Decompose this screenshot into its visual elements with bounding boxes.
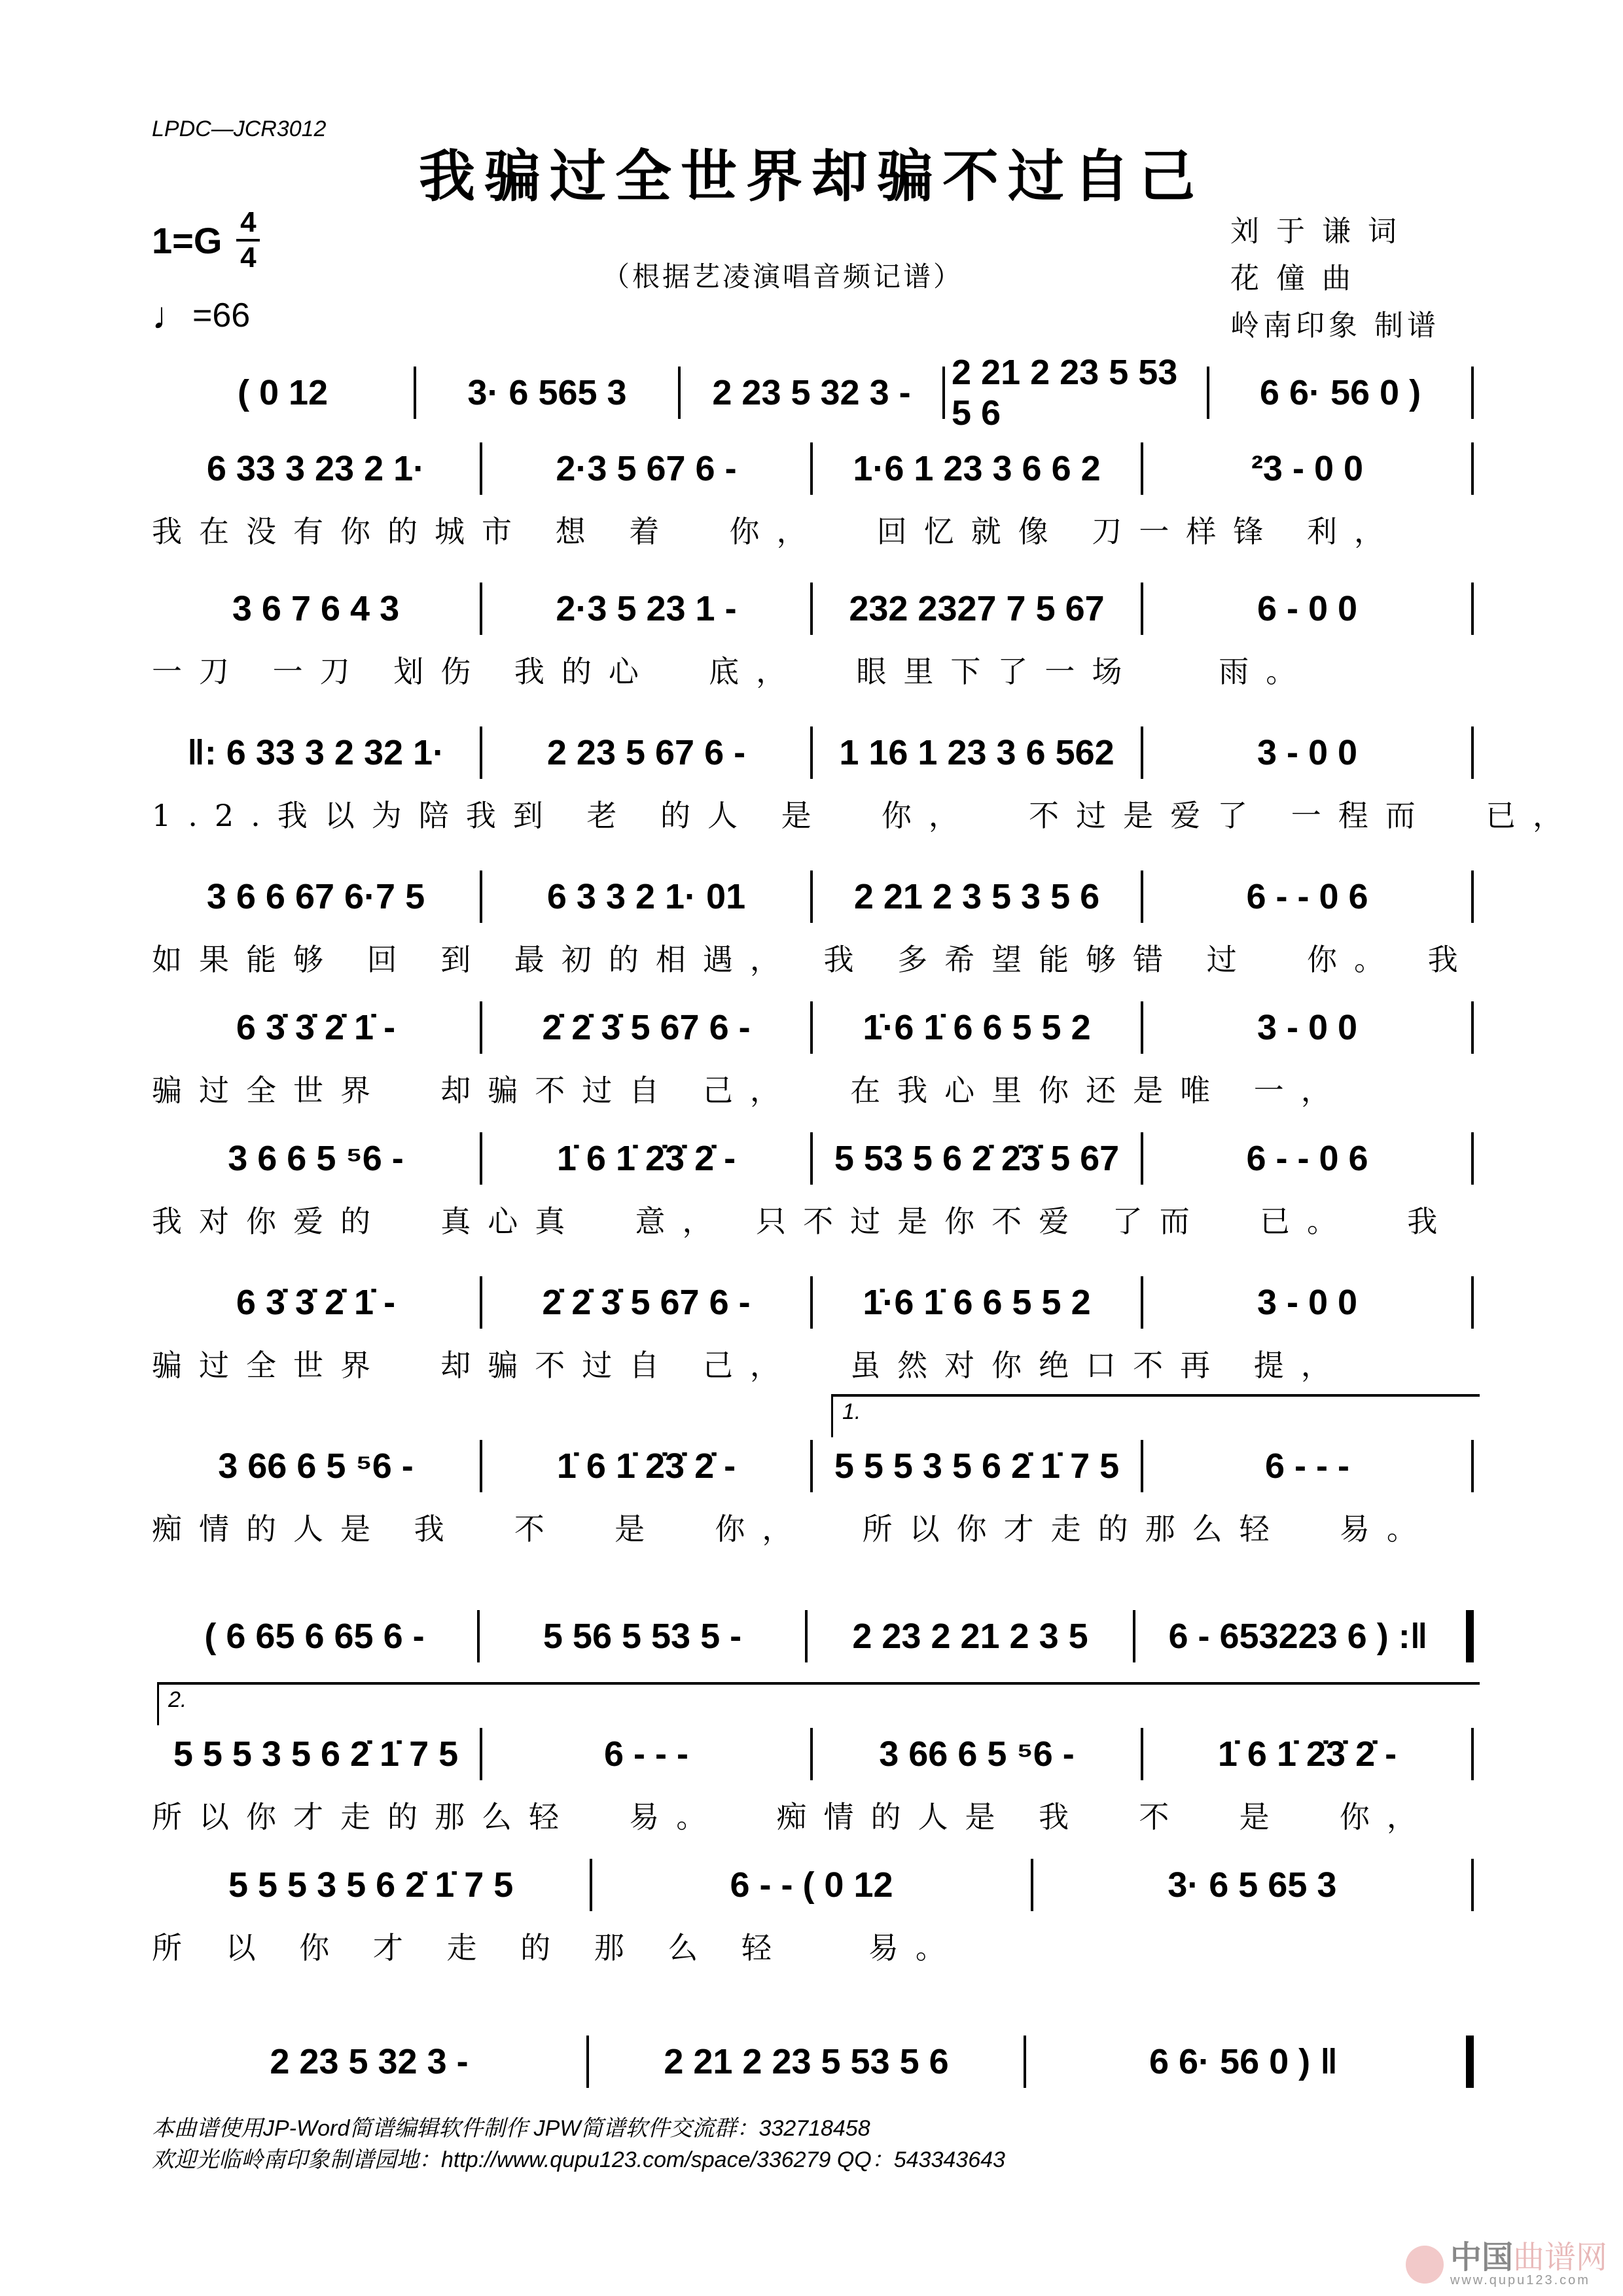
measure: 1 16 1 23 3 6 562 [839, 733, 1115, 772]
volta-bracket: 2. [157, 1682, 1480, 1725]
barline [1466, 2036, 1474, 2088]
barline [1466, 1610, 1474, 1662]
measure: 1̇ 6 1̇ 2̇3̇ 2̇ - [1217, 1734, 1397, 1774]
measure: 5 5 5 3 5 6 2̇ 1̇ 7 5 [173, 1734, 459, 1774]
lyrics-line: 骗过全世界 却骗不过自 己， 虽然对你绝口不再 提， [152, 1348, 1348, 1383]
transcriber: 岭南印象 制谱 [1230, 309, 1440, 342]
measure: 6 33 3 23 2 1· [206, 449, 425, 488]
lyrics-line: 一刀 一刀 划伤 我的心 底， 眼里下了一场 雨。 [152, 654, 1313, 689]
barline [1471, 583, 1474, 635]
measure: ( 0 12 [237, 373, 329, 412]
measure: 3 6 6 5 ⁵6 - [228, 1139, 404, 1178]
notation-row [152, 726, 1474, 779]
time-signature [236, 208, 260, 272]
notation-row [152, 353, 1474, 433]
measure: 3 6 7 6 4 3 [232, 589, 400, 628]
key-label: 1=G [152, 219, 223, 261]
watermark-name-a: 中国 [1450, 2240, 1513, 2275]
notation-row [152, 1859, 1474, 1911]
watermark-name-b: 曲谱网 [1512, 2240, 1607, 2275]
measure: 6 3̇ 3̇ 2̇ 1̇ - [236, 1008, 396, 1047]
notation-row [152, 870, 1474, 923]
lyrics-line: 如果能够 回 到 最初的相遇， 我 多希望能够错 过 你。 我 [152, 942, 1475, 977]
tempo-marking [152, 296, 250, 335]
composer: 花 僮 曲 [1230, 262, 1355, 295]
notation-row [152, 1440, 1474, 1492]
measure: 6 - - - [604, 1734, 688, 1774]
measure: 6 6· 56 0 ) [1259, 373, 1421, 412]
time-sig-bottom: 4 [240, 242, 257, 274]
measure: 2 23 5 32 3 - [270, 2042, 469, 2081]
subtitle: （根据艺凌演唱音频记谱） [602, 260, 964, 293]
measure: 6 - 653223 6 ) :‖ [1168, 1617, 1428, 1656]
measure: 2 23 5 67 6 - [546, 733, 746, 772]
site-logo-icon [1406, 2246, 1444, 2284]
notation-row [152, 1610, 1474, 1662]
barline [1471, 870, 1474, 923]
measure: 2̇ 2̇ 3̇ 5 67 6 - [542, 1008, 751, 1047]
measure: 3 - 0 0 [1257, 1283, 1358, 1322]
watermark [1406, 2242, 1607, 2287]
measure: 6 - - ( 0 12 [730, 1865, 893, 1905]
watermark-url: www.qupu123.com [1450, 2273, 1590, 2287]
measure: 6 3 3 2 1· 01 [546, 877, 746, 916]
measure: 3· 6 565 3 [467, 373, 627, 412]
measure: 5 53 5 6 2̇ 2̇3̇ 5 67 [834, 1139, 1120, 1178]
barline [1471, 726, 1474, 779]
measure: 3 66 6 5 ⁵6 - [879, 1734, 1075, 1774]
barline [1471, 1132, 1474, 1185]
footer-line-2: 欢迎光临岭南印象制谱园地：http://www.qupu123.com/space/336279 QQ：543343643 [152, 2147, 1005, 2172]
notation-row [152, 442, 1474, 495]
notation-row [152, 583, 1474, 635]
measure: ²3 - 0 0 [1251, 449, 1364, 488]
barline [1471, 1001, 1474, 1054]
lyrics-line: 所 以 你 才 走 的 那 么 轻 易。 [152, 1930, 963, 1965]
notation-row [152, 1001, 1474, 1054]
measure: 3 - 0 0 [1257, 733, 1358, 772]
time-sig-top: 4 [240, 206, 257, 238]
lyricist: 刘 于 谦 词 [1230, 215, 1400, 248]
measure: 2 21 2 23 5 53 5 6 [952, 353, 1178, 433]
barline [1471, 1440, 1474, 1492]
barline [1471, 1276, 1474, 1329]
measure: 5 5 5 3 5 6 2̇ 1̇ 7 5 [228, 1865, 514, 1905]
lyrics-line: 骗过全世界 却骗不过自 己， 在我心里你还是唯 一， [152, 1073, 1348, 1108]
notation-row [152, 1728, 1474, 1780]
measure: 232 2327 7 5 67 [849, 589, 1105, 628]
lyrics-line: 痴情的人是 我 不 是 你， 所以你才走的那么轻 易。 [152, 1511, 1434, 1547]
measure: 6 - - 0 6 [1246, 1139, 1368, 1178]
score-code: LPDC—JCR3012 [152, 117, 327, 141]
measure: 3 - 0 0 [1257, 1008, 1358, 1047]
measure: 1̇ 6 1̇ 2̇3̇ 2̇ - [556, 1446, 736, 1486]
measure: 6 3̇ 3̇ 2̇ 1̇ - [236, 1283, 396, 1322]
volta-bracket: 1. [831, 1394, 1480, 1437]
notation-row [152, 1132, 1474, 1185]
measure: 6 - - 0 6 [1246, 877, 1368, 916]
measure: 5 56 5 53 5 - [543, 1617, 742, 1656]
measure: 3 66 6 5 ⁵6 - [218, 1446, 414, 1486]
notation-row [152, 1276, 1474, 1329]
footer [152, 2113, 1005, 2176]
song-title: 我骗过全世界却骗不过自己 [419, 143, 1204, 209]
measure: 1·6 1 23 3 6 6 2 [853, 449, 1101, 488]
barline [1471, 1728, 1474, 1780]
measure: 6 6· 56 0 ) ‖ [1149, 2042, 1338, 2081]
lyrics-line: 1.2.我以为陪我到 老 的人 是 你， 不过是爱了 一程而 已， [152, 798, 1580, 833]
measure: 2̇ 2̇ 3̇ 5 67 6 - [542, 1283, 751, 1322]
measure: 2·3 5 67 6 - [556, 449, 737, 488]
footer-line-1: 本曲谱使用JP-Word简谱编辑软件制作 JPW简谱软件交流群：332718458 [152, 2116, 870, 2141]
notation-row [152, 2036, 1474, 2088]
measure: 3 6 6 67 6·7 5 [206, 877, 425, 916]
measure: 5 5 5 3 5 6 2̇ 1̇ 7 5 [834, 1446, 1120, 1486]
measure: 2 23 2 21 2 3 5 [852, 1617, 1088, 1656]
measure: ( 6 65 6 65 6 - [204, 1617, 425, 1656]
key-signature [152, 208, 260, 272]
barline [1471, 367, 1474, 419]
measure: 2 23 5 32 3 - [712, 373, 911, 412]
barline [1471, 442, 1474, 495]
credits [1230, 208, 1440, 350]
measure: 2 21 2 23 5 53 5 6 [664, 2042, 949, 2081]
measure: 2 21 2 3 5 3 5 6 [853, 877, 1100, 916]
measure: 6 - - - [1265, 1446, 1349, 1486]
measure: 1̇ 6 1̇ 2̇3̇ 2̇ - [556, 1139, 736, 1178]
measure: 1̇·6 1̇ 6 6 5 5 2 [863, 1283, 1091, 1322]
measure: ‖: 6 33 3 2 32 1· [187, 733, 445, 772]
measure: 3· 6 5 65 3 [1168, 1865, 1337, 1905]
measure: 1̇·6 1̇ 6 6 5 5 2 [863, 1008, 1091, 1047]
measure: 6 - 0 0 [1257, 589, 1358, 628]
barline [1471, 1859, 1474, 1911]
quarter-note-icon: ♩ [152, 295, 190, 337]
lyrics-line: 所以你才走的那么轻 易。 痴情的人是 我 不 是 你， [152, 1799, 1434, 1835]
lyrics-line: 我对你爱的 真心真 意， 只不过是你不爱 了而 已。 我 [152, 1204, 1455, 1239]
measure: 2·3 5 23 1 - [556, 589, 737, 628]
tempo-value: =66 [192, 296, 251, 334]
lyrics-line: 我在没有你的城市 想 着 你， 回忆就像 刀一样锋 利， [152, 514, 1401, 549]
